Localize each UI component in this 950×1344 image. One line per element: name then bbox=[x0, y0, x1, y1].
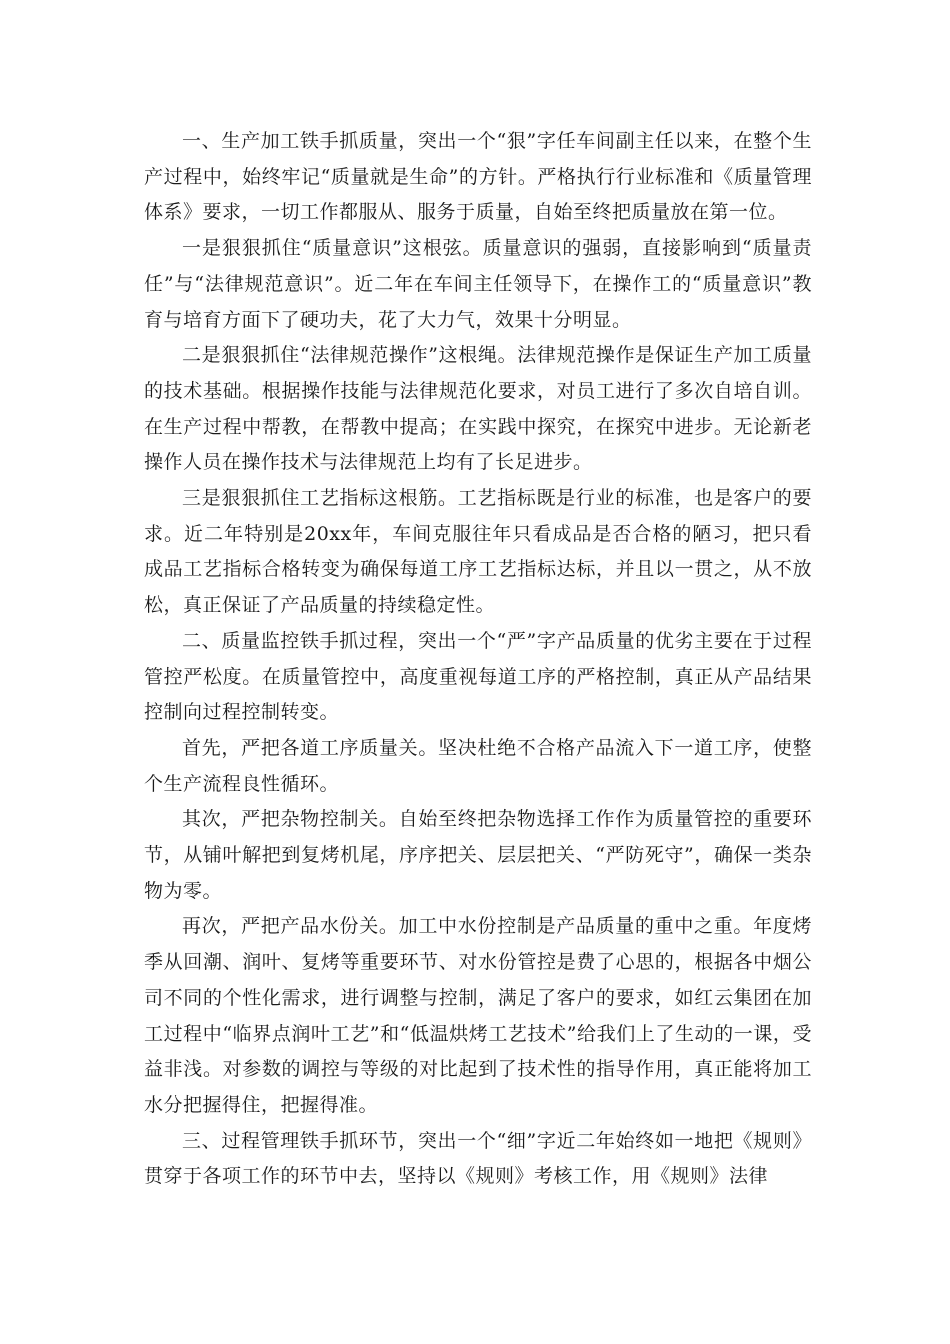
paragraph-section-2-heading: 二、质量监控铁手抓过程，突出一个“严”字产品质量的优劣主要在于过程管控严松度。在质量管控中，高度重视每道工序的严格控制，真正从产品结果控制向过程控制转变。 bbox=[144, 629, 812, 724]
paragraph-process-indicators: 三是狠狠抓住工艺指标这根筋。工艺指标既是行业的标准，也是客户的要求。近二年特别是20xx年，车间克服往年只看成品是否合格的陋习，把只看成品工艺指标合格转变为确保每道工序工艺指标达标，并且以一贯之，从不放松，真正保证了产品质量的持续稳定性。 bbox=[144, 487, 812, 617]
paragraph-first-process-check: 首先，严把各道工序质量关。坚决杜绝不合格产品流入下一道工序，使整个生产流程良性循环。 bbox=[144, 736, 812, 795]
paragraph-quality-awareness: 一是狠狠抓住“质量意识”这根弦。质量意识的强弱，直接影响到“质量责任”与“法律规范意识”。近二年在车间主任领导下，在操作工的“质量意识”教育与培育方面下了硬功夫，花了大力气，效果十分明显。 bbox=[144, 237, 812, 331]
paragraph-standard-operation: 二是狠狠抓住“法律规范操作”这根绳。法律规范操作是保证生产加工质量的技术基础。根据操作技能与法律规范化要求，对员工进行了多次自培自训。在生产过程中帮教，在帮教中提高；在实践中探究，在探究中进步。无论新老操作人员在操作技术与法律规范上均有了长足进步。 bbox=[144, 344, 812, 474]
paragraph-section-1-heading: 一、生产加工铁手抓质量，突出一个“狠”字任车间副主任以来，在整个生产过程中，始终牢记“质量就是生命”的方针。严格执行行业标准和《质量管理体系》要求，一切工作都服从、服务于质量，自始至终把质量放在第一位。 bbox=[144, 130, 812, 224]
document-body bbox=[144, 124, 812, 1195]
paragraph-third-moisture-control: 再次，严把产品水份关。加工中水份控制是产品质量的重中之重。年度烤季从回潮、润叶、复烤等重要环节、对水份管控是费了心思的，根据各中烟公司不同的个性化需求，进行调整与控制，满足了客户的要求，如红云集团在加工过程中“临界点润叶工艺”和“低温烘烤工艺技术”给我们上了生动的一课，受益非浅。对参数的调控与等级的对比起到了技术性的指导作用，真正能将加工水分把握得住，把握得准。 bbox=[144, 915, 812, 1116]
paragraph-section-3-heading: 三、过程管理铁手抓环节，突出一个“细”字近二年始终如一地把《规则》贯穿于各项工作的环节中去，坚持以《规则》考核工作，用《规则》法律 bbox=[144, 1129, 812, 1188]
paragraph-second-impurity-control: 其次，严把杂物控制关。自始至终把杂物选择工作作为质量管控的重要环节，从铺叶解把到复烤机尾，序序把关、层层把关、“严防死守”，确保一类杂物为零。 bbox=[144, 808, 812, 902]
